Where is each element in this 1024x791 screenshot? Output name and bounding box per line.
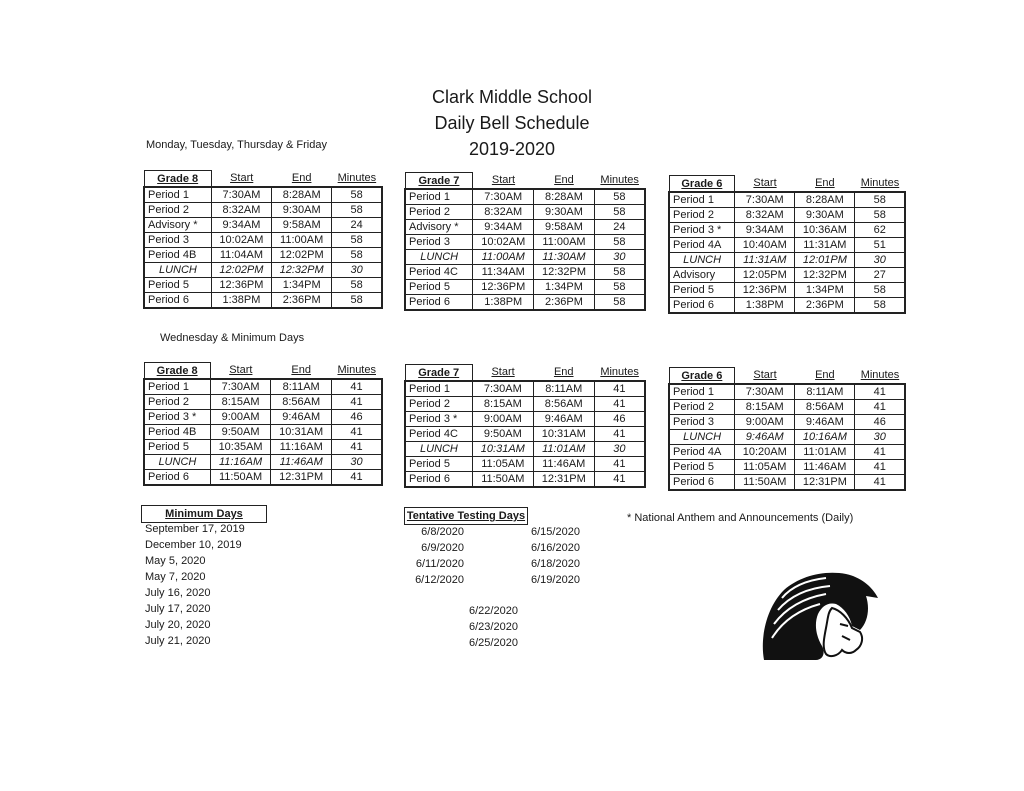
start-time-cell: 11:50AM	[210, 470, 271, 486]
date-item: 6/11/2020	[415, 558, 464, 570]
school-name: Clark Middle School	[431, 87, 593, 107]
schedule-row	[144, 425, 382, 440]
start-time-cell: 9:00AM	[210, 410, 271, 425]
end-time-cell: 8:11AM	[533, 381, 594, 397]
schedule-row	[669, 298, 905, 314]
period-cell: Period 1	[405, 189, 473, 205]
end-time-cell: 9:30AM	[272, 203, 332, 218]
start-time-cell: 8:15AM	[210, 395, 271, 410]
schedule-row	[669, 384, 905, 400]
period-cell: Period 4B	[144, 248, 211, 263]
minutes-cell: 58	[332, 278, 382, 293]
schedule-row	[144, 440, 382, 455]
end-time-cell: 8:56AM	[795, 400, 855, 415]
minutes-cell: 46	[594, 412, 645, 427]
minutes-cell: 58	[594, 280, 645, 295]
period-cell: Period 3 *	[144, 410, 210, 425]
date-item: September 17, 2019	[145, 523, 245, 535]
end-time-cell: 11:00AM	[272, 233, 332, 248]
period-cell: Period 1	[144, 187, 211, 203]
minutes-cell: 41	[331, 379, 382, 395]
end-column-header: End	[815, 369, 835, 382]
period-cell: Period 4A	[669, 445, 735, 460]
start-time-cell: 10:02AM	[473, 235, 534, 250]
schedule-row	[405, 381, 645, 397]
end-time-cell: 2:36PM	[272, 293, 332, 309]
end-time-cell: 12:31PM	[271, 470, 332, 486]
start-time-cell: 11:16AM	[210, 455, 271, 470]
end-column-header: End	[291, 364, 311, 377]
start-time-cell: 11:31AM	[735, 253, 795, 268]
schedule-row	[669, 238, 905, 253]
end-time-cell: 11:46AM	[795, 460, 855, 475]
minutes-cell: 41	[855, 460, 905, 475]
schedule-row	[669, 460, 905, 475]
end-time-cell: 10:31AM	[533, 427, 594, 442]
end-time-cell: 9:58AM	[534, 220, 595, 235]
date-item: 6/15/2020	[531, 526, 580, 538]
end-time-cell: 9:30AM	[534, 205, 595, 220]
grade-header: Grade 8	[144, 363, 210, 380]
minutes-column-header: Minutes	[600, 366, 639, 379]
start-time-cell: 8:32AM	[735, 208, 795, 223]
end-time-cell: 12:32PM	[272, 263, 332, 278]
period-cell: Period 2	[405, 397, 472, 412]
end-time-cell: 8:28AM	[272, 187, 332, 203]
date-item: July 20, 2020	[145, 619, 211, 631]
start-time-cell: 10:02AM	[211, 233, 271, 248]
end-time-cell: 10:36AM	[795, 223, 855, 238]
schedule-row	[405, 472, 645, 488]
period-cell: Advisory *	[405, 220, 473, 235]
date-item: July 21, 2020	[145, 635, 211, 647]
start-time-cell: 9:00AM	[735, 415, 795, 430]
schedule-row	[405, 457, 645, 472]
start-time-cell: 12:02PM	[211, 263, 271, 278]
grade-header: Grade 7	[405, 173, 473, 190]
start-time-cell: 9:34AM	[211, 218, 271, 233]
start-time-cell: 8:15AM	[472, 397, 533, 412]
date-item: May 5, 2020	[145, 555, 206, 567]
period-cell: Period 4C	[405, 265, 473, 280]
start-time-cell: 9:34AM	[473, 220, 534, 235]
minimum-days-list	[145, 521, 245, 649]
start-column-header: Start	[229, 364, 253, 377]
start-time-cell: 1:38PM	[211, 293, 271, 309]
end-column-header: End	[553, 366, 574, 379]
period-cell: LUNCH	[669, 430, 735, 445]
end-column-header: End	[291, 172, 312, 185]
wednesday-grade7-table	[404, 364, 646, 488]
end-time-cell: 12:02PM	[272, 248, 332, 263]
schedule-row	[405, 235, 645, 250]
period-cell: Period 5	[144, 278, 211, 293]
minutes-cell: 46	[855, 415, 905, 430]
end-time-cell: 12:31PM	[533, 472, 594, 488]
minutes-cell: 41	[331, 425, 382, 440]
minutes-cell: 41	[594, 427, 645, 442]
end-time-cell: 8:56AM	[271, 395, 332, 410]
minutes-cell: 41	[855, 384, 905, 400]
date-item: 6/8/2020	[421, 526, 464, 538]
minutes-cell: 41	[594, 397, 645, 412]
period-cell: LUNCH	[144, 455, 210, 470]
end-column-header: End	[554, 174, 574, 187]
start-time-cell: 7:30AM	[735, 192, 795, 208]
period-cell: Period 6	[144, 293, 211, 309]
end-time-cell: 11:46AM	[271, 455, 332, 470]
period-cell: Period 5	[669, 283, 735, 298]
wednesday-grade8-table	[143, 362, 383, 486]
schedule-row	[144, 470, 382, 486]
schedule-row	[405, 189, 645, 205]
start-time-cell: 7:30AM	[211, 187, 271, 203]
minutes-cell: 24	[332, 218, 382, 233]
schedule-row	[144, 218, 382, 233]
period-cell: Period 6	[144, 470, 210, 486]
schedule-row	[405, 265, 645, 280]
start-time-cell: 11:50AM	[735, 475, 795, 491]
start-column-header: Start	[491, 366, 515, 379]
minutes-cell: 58	[332, 233, 382, 248]
grade-header: Grade 7	[405, 365, 472, 382]
date-item: December 10, 2019	[145, 539, 242, 551]
start-time-cell: 11:05AM	[735, 460, 795, 475]
period-cell: Period 5	[405, 280, 473, 295]
end-time-cell: 8:11AM	[271, 379, 332, 395]
schedule-row	[669, 445, 905, 460]
minutes-cell: 41	[855, 400, 905, 415]
schedule-row	[669, 223, 905, 238]
minutes-cell: 41	[594, 472, 645, 488]
schedule-row	[144, 455, 382, 470]
period-cell: LUNCH	[405, 442, 472, 457]
period-cell: Period 2	[144, 203, 211, 218]
period-cell: Period 6	[405, 295, 473, 311]
end-time-cell: 12:32PM	[795, 268, 855, 283]
minutes-cell: 58	[594, 265, 645, 280]
minutes-cell: 30	[855, 253, 905, 268]
minutes-cell: 41	[331, 395, 382, 410]
date-item: May 7, 2020	[145, 571, 206, 583]
schedule-row	[669, 208, 905, 223]
minutes-cell: 62	[855, 223, 905, 238]
end-time-cell: 9:46AM	[271, 410, 332, 425]
period-cell: Period 1	[669, 384, 735, 400]
start-time-cell: 9:00AM	[472, 412, 533, 427]
period-cell: Period 6	[405, 472, 472, 488]
start-time-cell: 11:05AM	[472, 457, 533, 472]
end-time-cell: 12:32PM	[534, 265, 595, 280]
schedule-row	[144, 203, 382, 218]
period-cell: Period 4A	[669, 238, 735, 253]
minutes-column-header: Minutes	[337, 172, 377, 185]
start-time-cell: 8:15AM	[735, 400, 795, 415]
end-time-cell: 10:16AM	[795, 430, 855, 445]
minimum-days-header: Minimum Days	[141, 505, 267, 523]
testing-days-col1	[410, 524, 464, 588]
schedule-row	[405, 280, 645, 295]
period-cell: Period 1	[669, 192, 735, 208]
period-cell: Period 3 *	[669, 223, 735, 238]
minutes-cell: 58	[594, 295, 645, 311]
start-time-cell: 12:36PM	[211, 278, 271, 293]
minutes-cell: 30	[855, 430, 905, 445]
minutes-cell: 41	[594, 381, 645, 397]
minutes-cell: 58	[855, 192, 905, 208]
date-item: 6/19/2020	[531, 574, 580, 586]
minutes-cell: 30	[331, 455, 382, 470]
date-item: 6/23/2020	[469, 621, 518, 633]
period-cell: LUNCH	[405, 250, 473, 265]
start-time-cell: 10:31AM	[472, 442, 533, 457]
minutes-cell: 58	[855, 298, 905, 314]
end-time-cell: 8:11AM	[795, 384, 855, 400]
end-time-cell: 10:31AM	[271, 425, 332, 440]
start-time-cell: 7:30AM	[473, 189, 534, 205]
date-item: 6/25/2020	[469, 637, 518, 649]
grade-header: Grade 8	[144, 171, 211, 188]
testing-days-col2	[531, 524, 580, 588]
start-time-cell: 9:34AM	[735, 223, 795, 238]
wednesday-days-label: Wednesday & Minimum Days	[160, 332, 305, 344]
minutes-cell: 24	[594, 220, 645, 235]
start-time-cell: 1:38PM	[735, 298, 795, 314]
start-time-cell: 9:50AM	[210, 425, 271, 440]
minutes-cell: 41	[594, 457, 645, 472]
schedule-row	[669, 268, 905, 283]
start-time-cell: 11:04AM	[211, 248, 271, 263]
end-time-cell: 11:16AM	[271, 440, 332, 455]
period-cell: Period 2	[669, 400, 735, 415]
end-time-cell: 11:01AM	[533, 442, 594, 457]
end-time-cell: 9:46AM	[795, 415, 855, 430]
start-time-cell: 8:32AM	[473, 205, 534, 220]
end-time-cell: 1:34PM	[272, 278, 332, 293]
period-cell: Advisory *	[144, 218, 211, 233]
schedule-row	[405, 250, 645, 265]
minutes-cell: 58	[594, 189, 645, 205]
end-time-cell: 2:36PM	[795, 298, 855, 314]
schedule-row	[144, 395, 382, 410]
date-item: 6/9/2020	[421, 542, 464, 554]
period-cell: Period 3	[669, 415, 735, 430]
schedule-row	[405, 397, 645, 412]
period-cell: Period 6	[669, 298, 735, 314]
start-column-header: Start	[753, 369, 777, 382]
regular-grade6-table	[668, 175, 906, 314]
schedule-row	[405, 205, 645, 220]
minutes-cell: 41	[855, 445, 905, 460]
period-cell: Period 5	[669, 460, 735, 475]
period-cell: Period 2	[405, 205, 473, 220]
end-time-cell: 11:00AM	[534, 235, 595, 250]
schedule-row	[144, 233, 382, 248]
regular-grade7-table	[404, 172, 646, 311]
start-time-cell: 9:50AM	[472, 427, 533, 442]
start-column-header: Start	[491, 174, 516, 187]
period-cell: Period 1	[405, 381, 472, 397]
school-year: 2019-2020	[468, 139, 556, 159]
period-cell: Advisory	[669, 268, 735, 283]
date-item: 6/12/2020	[415, 574, 464, 586]
date-item: July 17, 2020	[145, 603, 211, 615]
schedule-row	[405, 442, 645, 457]
testing-days-col3	[469, 603, 518, 651]
date-item: 6/18/2020	[531, 558, 580, 570]
minutes-cell: 58	[332, 187, 382, 203]
schedule-row	[669, 415, 905, 430]
regular-days-label: Monday, Tuesday, Thursday & Friday	[146, 139, 327, 151]
period-cell: Period 2	[144, 395, 210, 410]
start-time-cell: 1:38PM	[473, 295, 534, 311]
schedule-row	[405, 295, 645, 311]
schedule-row	[669, 400, 905, 415]
period-cell: Period 5	[144, 440, 210, 455]
date-item: July 16, 2020	[145, 587, 211, 599]
period-cell: Period 3	[144, 233, 211, 248]
start-time-cell: 10:35AM	[210, 440, 271, 455]
schedule-row	[669, 192, 905, 208]
schedule-row	[144, 410, 382, 425]
end-time-cell: 8:28AM	[534, 189, 595, 205]
minutes-cell: 27	[855, 268, 905, 283]
minutes-column-header: Minutes	[600, 174, 639, 187]
schedule-row	[669, 253, 905, 268]
minutes-cell: 46	[331, 410, 382, 425]
start-time-cell: 7:30AM	[210, 379, 271, 395]
end-time-cell: 11:30AM	[534, 250, 595, 265]
wednesday-grade6-table	[668, 367, 906, 491]
end-time-cell: 1:34PM	[534, 280, 595, 295]
period-cell: Period 4C	[405, 427, 472, 442]
schedule-row	[144, 293, 382, 309]
minutes-cell: 58	[855, 208, 905, 223]
schedule-row	[405, 220, 645, 235]
start-time-cell: 11:00AM	[473, 250, 534, 265]
period-cell: Period 5	[405, 457, 472, 472]
minutes-cell: 58	[332, 203, 382, 218]
end-time-cell: 9:46AM	[533, 412, 594, 427]
end-time-cell: 12:31PM	[795, 475, 855, 491]
start-time-cell: 11:50AM	[472, 472, 533, 488]
end-time-cell: 8:56AM	[533, 397, 594, 412]
minutes-cell: 30	[332, 263, 382, 278]
end-time-cell: 11:01AM	[795, 445, 855, 460]
minutes-cell: 41	[855, 475, 905, 491]
end-column-header: End	[815, 177, 835, 190]
end-time-cell: 11:31AM	[795, 238, 855, 253]
minutes-column-header: Minutes	[860, 369, 900, 382]
page-title: Daily Bell Schedule	[434, 113, 590, 133]
schedule-row	[669, 475, 905, 491]
period-cell: Period 6	[669, 475, 735, 491]
start-time-cell: 12:36PM	[735, 283, 795, 298]
minutes-cell: 58	[594, 235, 645, 250]
period-cell: LUNCH	[144, 263, 211, 278]
period-cell: Period 3	[405, 235, 473, 250]
minutes-cell: 30	[594, 442, 645, 457]
end-time-cell: 12:01PM	[795, 253, 855, 268]
start-time-cell: 10:40AM	[735, 238, 795, 253]
testing-days-header: Tentative Testing Days	[404, 507, 528, 525]
start-column-header: Start	[753, 177, 777, 190]
schedule-row	[405, 412, 645, 427]
end-time-cell: 2:36PM	[534, 295, 595, 311]
schedule-row	[405, 427, 645, 442]
grade-header: Grade 6	[669, 368, 735, 385]
schedule-row	[144, 278, 382, 293]
grade-header: Grade 6	[669, 176, 735, 193]
period-cell: LUNCH	[669, 253, 735, 268]
schedule-row	[669, 283, 905, 298]
schedule-row	[669, 430, 905, 445]
start-time-cell: 7:30AM	[472, 381, 533, 397]
end-time-cell: 11:46AM	[533, 457, 594, 472]
regular-grade8-table	[143, 170, 383, 309]
minutes-column-header: Minutes	[860, 177, 900, 190]
minutes-cell: 58	[594, 205, 645, 220]
start-time-cell: 7:30AM	[735, 384, 795, 400]
schedule-row	[144, 263, 382, 278]
period-cell: Period 1	[144, 379, 210, 395]
end-time-cell: 1:34PM	[795, 283, 855, 298]
footnote: * National Anthem and Announcements (Daily)	[627, 512, 854, 524]
end-time-cell: 8:28AM	[795, 192, 855, 208]
start-time-cell: 11:34AM	[473, 265, 534, 280]
date-item: 6/16/2020	[531, 542, 580, 554]
minutes-cell: 41	[331, 470, 382, 486]
trojan-helmet-icon	[756, 568, 884, 663]
period-cell: Period 4B	[144, 425, 210, 440]
schedule-row	[144, 187, 382, 203]
start-time-cell: 12:36PM	[473, 280, 534, 295]
schedule-row	[144, 248, 382, 263]
period-cell: Period 3 *	[405, 412, 472, 427]
end-time-cell: 9:30AM	[795, 208, 855, 223]
minutes-cell: 30	[594, 250, 645, 265]
start-time-cell: 12:05PM	[735, 268, 795, 283]
date-item: 6/22/2020	[469, 605, 518, 617]
end-time-cell: 9:58AM	[272, 218, 332, 233]
schedule-row	[144, 379, 382, 395]
minutes-cell: 51	[855, 238, 905, 253]
start-time-cell: 9:46AM	[735, 430, 795, 445]
minutes-column-header: Minutes	[337, 364, 376, 377]
minutes-cell: 58	[332, 293, 382, 309]
minutes-cell: 58	[332, 248, 382, 263]
start-time-cell: 10:20AM	[735, 445, 795, 460]
period-cell: Period 2	[669, 208, 735, 223]
minutes-cell: 58	[855, 283, 905, 298]
start-column-header: Start	[230, 172, 254, 185]
start-time-cell: 8:32AM	[211, 203, 271, 218]
minutes-cell: 41	[331, 440, 382, 455]
